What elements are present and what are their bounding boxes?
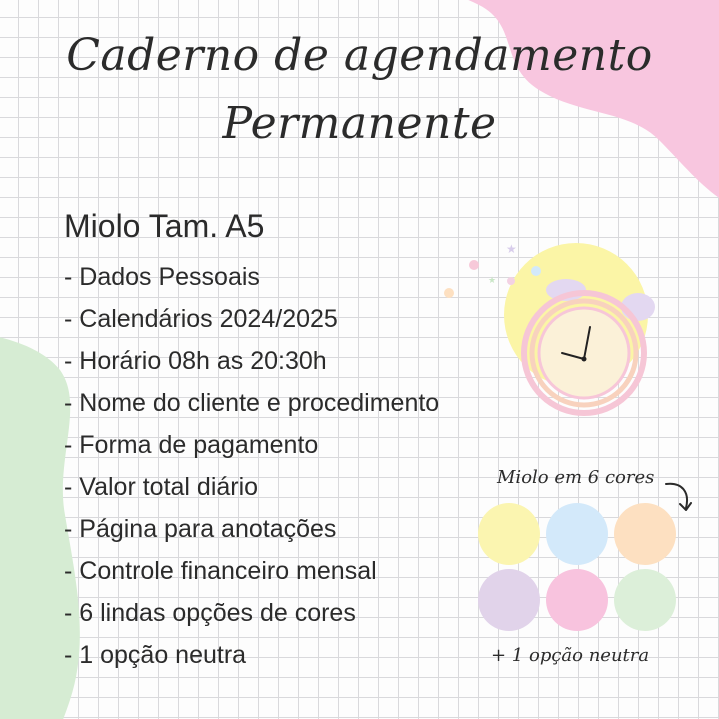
feature-item: - Página para anotações xyxy=(64,515,337,543)
decor-dot xyxy=(531,266,541,276)
feature-list xyxy=(64,262,439,682)
feature-item: - Calendários 2024/2025 xyxy=(64,305,338,333)
clock-inner-ring xyxy=(539,308,629,398)
alarm-clock-illustration xyxy=(436,235,666,425)
decor-dot xyxy=(507,277,515,285)
feature-item: - Nome do cliente e procedimento xyxy=(64,389,440,417)
swatch-pink xyxy=(546,569,608,631)
feature-item: - 6 lindas opções de cores xyxy=(64,599,356,627)
swatch-green xyxy=(614,569,676,631)
feature-item: - Forma de pagamento xyxy=(64,431,319,459)
feature-item: - Dados Pessoais xyxy=(64,263,260,291)
colors-label: Miolo em 6 cores xyxy=(497,467,655,488)
swatch-yellow xyxy=(478,503,540,565)
color-swatches xyxy=(478,503,698,633)
clock-center-pin xyxy=(582,357,587,362)
page-title-line-2: Permanente xyxy=(222,98,497,149)
decor-dot xyxy=(444,288,454,298)
neutral-option-label: + 1 opção neutra xyxy=(491,645,650,666)
star-icon: ★ xyxy=(488,275,497,285)
swatch-peach xyxy=(614,503,676,565)
feature-item: - Valor total diário xyxy=(64,473,259,501)
feature-item: - 1 opção neutra xyxy=(64,641,247,669)
size-subtitle: Miolo Tam. A5 xyxy=(64,208,265,244)
decor-dot xyxy=(469,260,479,270)
page-title-line-1: Caderno de agendamento xyxy=(66,30,653,81)
feature-item: - Controle financeiro mensal xyxy=(64,557,377,585)
feature-item: - Horário 08h as 20:30h xyxy=(64,347,327,375)
swatch-lavender xyxy=(478,569,540,631)
swatch-blue xyxy=(546,503,608,565)
star-icon: ★ xyxy=(506,242,517,256)
